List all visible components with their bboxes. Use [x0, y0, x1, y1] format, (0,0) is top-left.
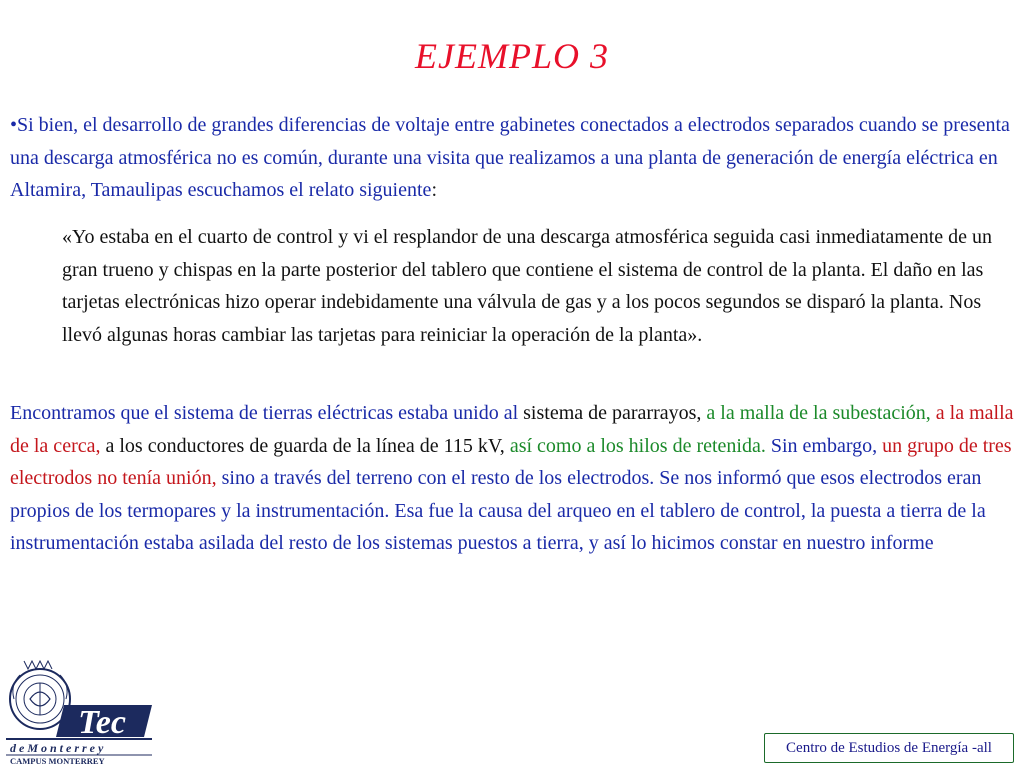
findings-segment-4: a la malla de la cerca, [10, 402, 1014, 457]
findings-segment-9: sino a través del terreno con el resto de los electrodos. Se nos informó que esos electrodos eran propios de los termopares y la instrumentación. Esa fue la causa del arqueo en el tablero de control, la puesta a tierra de la instrumentación estaba asilada del resto de los sistemas puestos a tierra, y así lo hicimos constar en nuestro informe [10, 467, 986, 554]
logo-campus: CAMPUS MONTERREY [10, 756, 105, 765]
findings-segment-7: Sin embargo, [765, 434, 878, 457]
tec-monterrey-logo [4, 653, 154, 765]
footer-label: Centro de Estudios de Energía -all [764, 733, 1014, 763]
findings-segment-5: a los conductores de guarda de la línea de 115 kV, [100, 434, 505, 457]
findings-segment-6: así como a los hilos de retenida. [504, 434, 766, 457]
findings-paragraph [10, 397, 1016, 560]
intro-paragraph [10, 109, 1016, 207]
intro-text: •Si bien, el desarrollo de grandes diferencias de voltaje entre gabinetes conectados a electrodos separados cuando se presenta una descarga atmosférica no es común, durante una visita que realizamos a una planta de generación de energía eléctrica en Altamira, Tamaulipas escuchamos el relato siguiente [10, 114, 1010, 201]
intro-colon: : [431, 179, 437, 201]
findings-segment-8: un grupo de tres electrodos no tenía unión, [10, 434, 1012, 489]
slide-title: EJEMPLO 3 [415, 36, 609, 76]
tec-logo-graphic [4, 653, 154, 765]
findings-segment-3: a la malla de la subestación, [701, 402, 931, 424]
tec-wordmark: Tec [78, 704, 126, 741]
findings-segment-2: sistema de pararrayos, [518, 402, 702, 424]
findings-segment-1: Encontramos que el sistema de tierras eléctricas estaba unido al [10, 402, 519, 424]
tec-wordmark-badge [56, 704, 152, 741]
logo-subtitle: d e M o n t e r r e y [10, 741, 104, 755]
testimony-quote: «Yo estaba en el cuarto de control y vi el resplandor de una descarga atmosférica seguida casi inmediatamente de un gran trueno y chispas en la parte posterior del tablero que contiene el sistema de control de la planta. El daño en las tarjetas electrónicas hizo operar indebidamente una válvula de gas y a los pocos segundos se disparó la planta. Nos llevó algunas horas cambiar las tarjetas para reiniciar la operación de la planta». [62, 226, 993, 346]
